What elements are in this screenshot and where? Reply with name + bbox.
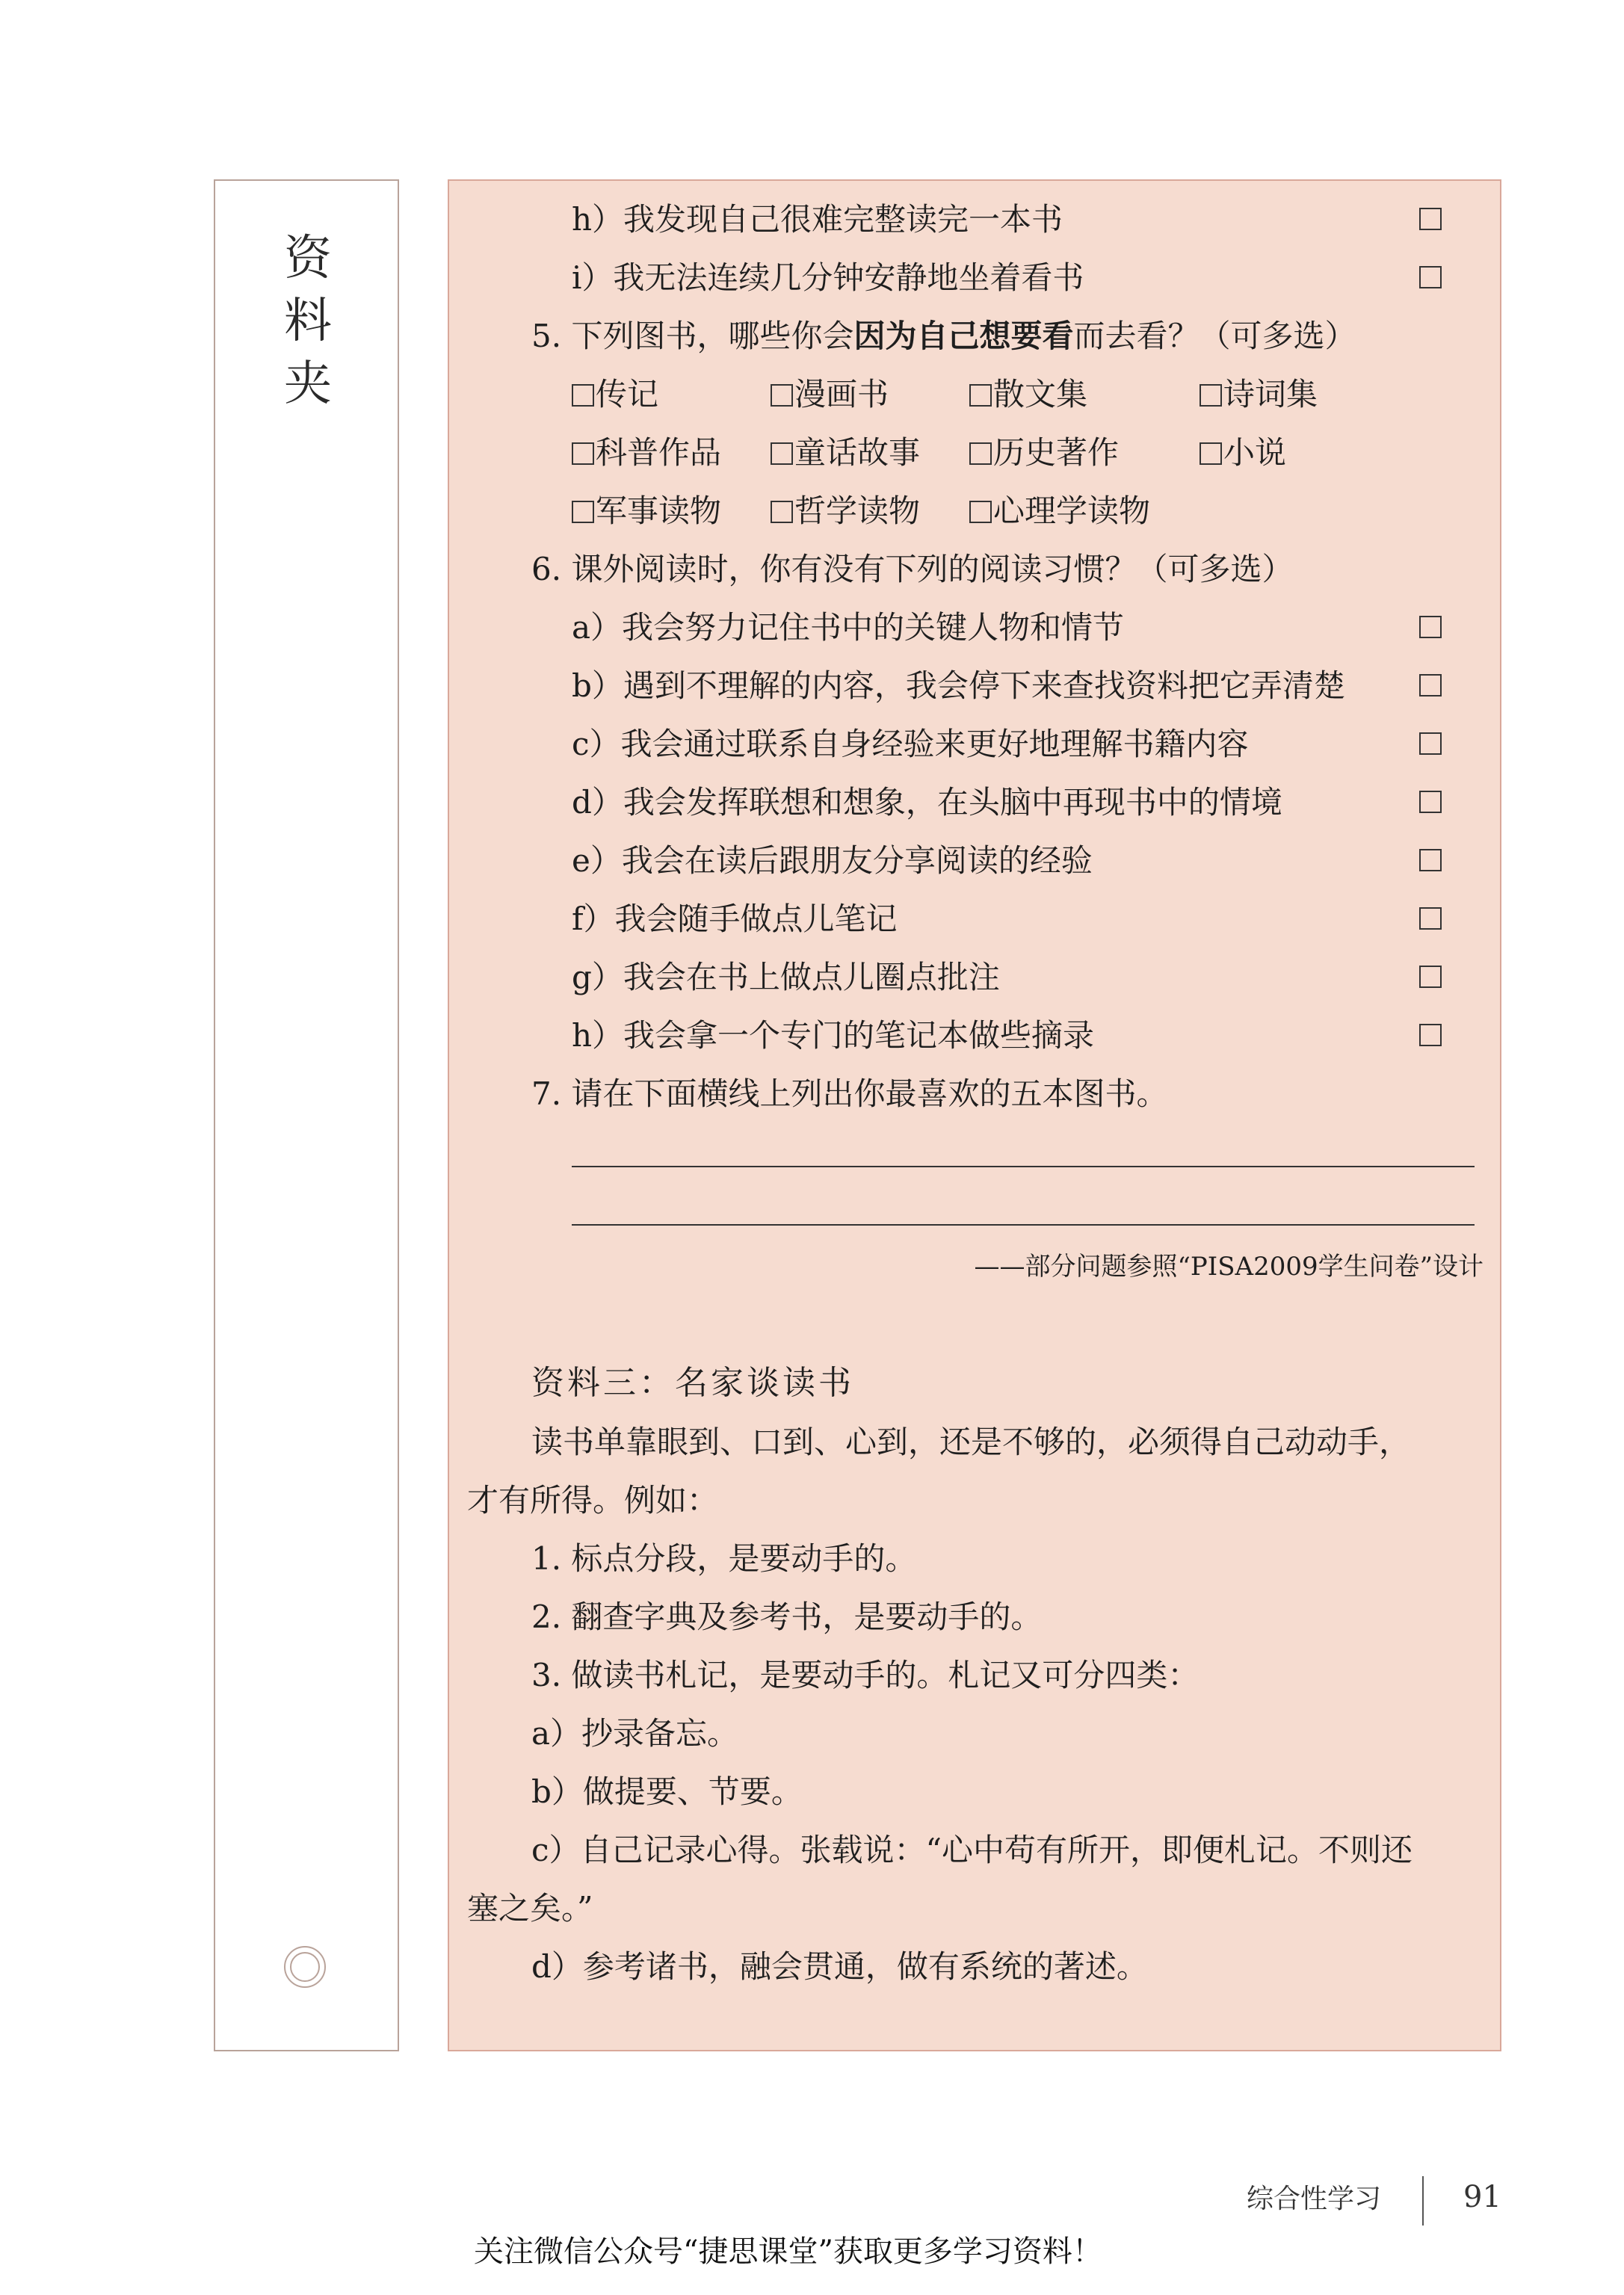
checkbox[interactable]: [969, 442, 992, 465]
q5-num: 5.: [531, 318, 562, 354]
checkbox[interactable]: [969, 384, 992, 407]
footer-promo: 关注微信公众号“捷思课堂”获取更多学习资料！: [474, 2234, 1102, 2269]
q5-option[interactable]: 小说: [1200, 432, 1286, 474]
q6-item-f: f）我会随手做点儿笔记: [572, 901, 898, 937]
q5-option[interactable]: 军事读物: [572, 490, 721, 532]
q5-option[interactable]: 心理学读物: [969, 490, 1150, 532]
q7-num: 7.: [531, 1075, 562, 1112]
ring-icon: [282, 1945, 327, 1989]
q6-item-b: b）遇到不理解的内容，我会停下来查找资料把它弄清楚: [572, 667, 1345, 704]
footer-divider: [1422, 2176, 1424, 2225]
content-panel: [448, 179, 1501, 2051]
q6-item-c: c）我会通过联系自身经验来更好地理解书籍内容: [572, 726, 1249, 762]
sub-item: a）抄录备忘。: [531, 1715, 739, 1752]
credit-note: ——部分问题参照“PISA2009学生问卷”设计: [974, 1252, 1483, 1282]
footer-section-name: 综合性学习: [1247, 2184, 1382, 2214]
q5-option[interactable]: 童话故事: [771, 432, 920, 474]
sub-item: b）做提要、节要。: [531, 1773, 803, 1810]
q7-text: 7. 请在下面横线上列出你最喜欢的五本图书。: [531, 1075, 1168, 1112]
checkbox[interactable]: [771, 384, 793, 407]
checkbox[interactable]: [969, 501, 992, 523]
checkbox[interactable]: [1200, 442, 1222, 465]
checkbox[interactable]: [572, 384, 594, 407]
q6-item-d: d）我会发挥联想和想象，在头脑中再现书中的情境: [572, 784, 1282, 821]
q6-item-e: e）我会在读后跟朋友分享阅读的经验: [572, 842, 1093, 879]
checkbox-q4-i[interactable]: [1419, 266, 1442, 288]
q4-item-h: h）我发现自己很难完整读完一本书: [572, 201, 1063, 238]
q6-item-h: h）我会拿一个专门的笔记本做些摘录: [572, 1017, 1095, 1054]
q6-num: 6.: [531, 551, 562, 587]
checkbox-q6-a[interactable]: [1419, 616, 1442, 638]
checkbox[interactable]: [1200, 384, 1222, 407]
paragraph-line: 才有所得。例如：: [467, 1482, 719, 1519]
checkbox[interactable]: [572, 442, 594, 465]
q6-text: 6. 课外阅读时，你有没有下列的阅读习惯？（可多选）: [531, 551, 1294, 587]
q5-option[interactable]: 诗词集: [1200, 374, 1318, 416]
checkbox-q6-g[interactable]: [1419, 966, 1442, 988]
checkbox-q6-b[interactable]: [1419, 674, 1442, 696]
answer-line-2[interactable]: [572, 1224, 1475, 1226]
section-title: 资料三：名家谈读书: [531, 1364, 854, 1402]
sidebar-title: 资料夹: [284, 231, 332, 412]
q5-option[interactable]: 漫画书: [771, 374, 889, 416]
sidebar-tab: [214, 179, 399, 2051]
checkbox[interactable]: [771, 442, 793, 465]
q5-option[interactable]: 科普作品: [572, 432, 721, 474]
list-item: 3. 做读书札记，是要动手的。札记又可分四类：: [531, 1657, 1200, 1693]
q5-text: 5. 下列图书，哪些你会因为自己想要看而去看？（可多选）: [531, 318, 1356, 354]
page-number: 91: [1463, 2180, 1501, 2214]
checkbox-q6-e[interactable]: [1419, 849, 1442, 871]
checkbox-q4-h[interactable]: [1419, 208, 1442, 230]
list-item: 2. 翻查字典及参考书，是要动手的。: [531, 1599, 1043, 1635]
q6-item-a: a）我会努力记住书中的关键人物和情节: [572, 609, 1125, 646]
checkbox[interactable]: [771, 501, 793, 523]
paragraph-line: 读书单靠眼到、口到、心到，还是不够的，必须得自己动动手，: [531, 1424, 1411, 1460]
sub-item: d）参考诸书，融会贯通，做有系统的著述。: [531, 1948, 1148, 1985]
checkbox-q6-h[interactable]: [1419, 1024, 1442, 1046]
checkbox-q6-d[interactable]: [1419, 791, 1442, 813]
q5-option[interactable]: 传记: [572, 374, 658, 416]
sub-item: c）自己记录心得。张载说：“心中苟有所开，即便札记。不则还: [531, 1832, 1412, 1868]
sub-item-continuation: 塞之矣。”: [467, 1890, 593, 1927]
q5-option[interactable]: 散文集: [969, 374, 1087, 416]
list-item: 1. 标点分段，是要动手的。: [531, 1540, 917, 1577]
answer-line-1[interactable]: [572, 1166, 1475, 1167]
q6-item-g: g）我会在书上做点儿圈点批注: [572, 959, 1000, 995]
checkbox[interactable]: [572, 501, 594, 523]
checkbox-q6-c[interactable]: [1419, 732, 1442, 755]
checkbox-q6-f[interactable]: [1419, 907, 1442, 930]
q4-item-i: i）我无法连续几分钟安静地坐着看书: [572, 259, 1084, 296]
q5-option[interactable]: 哲学读物: [771, 490, 920, 532]
q5-option[interactable]: 历史著作: [969, 432, 1119, 474]
